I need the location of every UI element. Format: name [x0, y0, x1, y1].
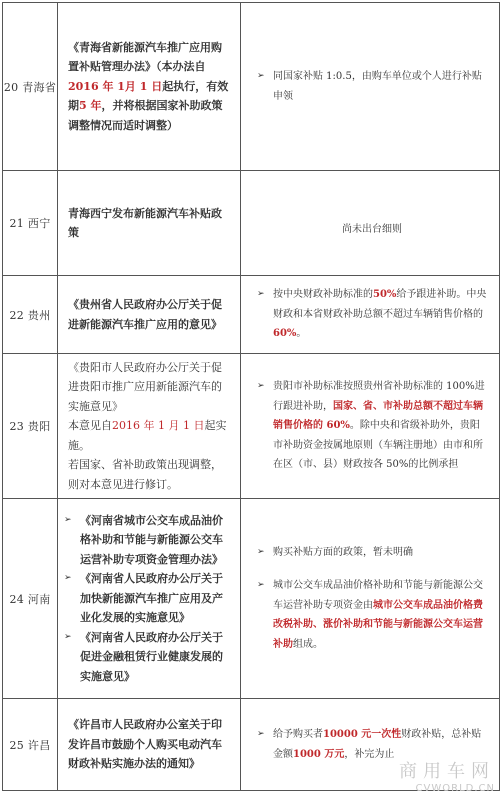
detail-text: 城市公交车成品油价格补助和节能与新能源公交车运营补助专项资金由 — [273, 580, 483, 611]
policy-title: 《河南省城市公交车成品油价格补助和节能与新能源公交车运营补助专项资金管理办法》 — [80, 513, 223, 566]
region-label: 25 许昌 — [9, 738, 51, 752]
detail-highlight: 60% — [273, 328, 297, 340]
policy-note: ，并将根据国家补助政策调整情况而适时调整） — [68, 99, 223, 132]
policy-title: 《贵阳市人民政府办公厅关于促进贵阳市推广应用新能源汽车的实施意见》 — [68, 360, 222, 413]
policy-cell — [58, 171, 241, 276]
policy-cell — [58, 276, 241, 354]
region-cell — [3, 699, 58, 791]
detail-highlight: 国家、省、市补助总额不超过车辆销售价格的 60% — [273, 400, 483, 432]
detail-highlight: 10000 元一次性 — [323, 729, 402, 740]
policy-date: 2016 年 1月 1 日 — [68, 79, 163, 93]
detail-text: 。 — [296, 328, 307, 340]
region-label: 24 河南 — [9, 592, 51, 606]
detail-text: ，补完为止 — [344, 748, 395, 760]
detail-text: 组成。 — [293, 638, 323, 650]
table-row — [3, 3, 500, 171]
region-cell — [3, 276, 58, 354]
table-row — [3, 499, 500, 699]
region-label: 22 贵州 — [9, 308, 51, 322]
detail-text: 按中央财政补助标准的 — [273, 289, 373, 301]
detail-cell — [241, 499, 500, 699]
detail-text: 尚未出台细则 — [342, 224, 402, 236]
detail-text: 给予跟进补助。中央财政和本省财政补助总额不超过车辆销售价格的 — [273, 289, 487, 320]
policy-years: 5 年 — [79, 99, 102, 113]
bullet-arrow-icon: ➢ — [257, 71, 265, 81]
detail-text: 。除中央和省级补助外，贵阳市补助资金按属地原则（车辆注册地）由市和所在区（市、县）财政按各 50%的比例承担 — [273, 420, 483, 471]
detail-cell — [241, 3, 500, 171]
detail-text: 给予购买者 — [273, 729, 323, 740]
policy-cell — [58, 3, 241, 171]
bullet-arrow-icon: ➢ — [257, 381, 265, 392]
policy-title: 《贵州省人民政府办公厅关于促进新能源汽车推广应用的意见》 — [68, 298, 222, 331]
detail-highlight: 50% — [373, 289, 397, 301]
policy-cell — [58, 354, 241, 499]
region-cell — [3, 3, 58, 171]
bullet-arrow-icon: ➢ — [257, 580, 265, 591]
region-cell — [3, 354, 58, 499]
region-label: 20 青海省 — [3, 80, 57, 94]
policy-cell — [58, 699, 241, 791]
bullet-arrow-icon: ➢ — [64, 631, 72, 642]
table-row — [3, 276, 500, 354]
table-row — [3, 171, 500, 276]
table-row — [3, 354, 500, 499]
policy-date: 2016 年 1 月 1 日 — [112, 419, 205, 433]
region-cell — [3, 499, 58, 699]
bullet-arrow-icon: ➢ — [64, 573, 72, 584]
detail-highlight: 1000 万元 — [293, 748, 345, 760]
region-label: 21 西宁 — [9, 217, 51, 230]
policy-note: （本办法自 — [156, 60, 206, 74]
bullet-arrow-icon: ➢ — [64, 514, 72, 525]
bullet-arrow-icon: ➢ — [257, 546, 265, 557]
detail-highlight: 城市公交车成品油价格费改税补助、涨价补助和节能与新能源公交车运营补助 — [273, 599, 483, 650]
policy-title: 青海西宁发布新能源汽车补贴政策 — [68, 206, 222, 239]
policy-cell — [58, 499, 241, 699]
detail-cell — [241, 354, 500, 499]
policy-title: 《河南省人民政府办公厅关于促进金融租赁行业健康发展的实施意见》 — [80, 630, 223, 683]
watermark — [399, 757, 495, 794]
region-cell — [3, 171, 58, 276]
policy-table — [2, 2, 500, 791]
policy-note: 若国家、省补助政策出现调整，则对本意见进行修订。 — [68, 458, 222, 491]
policy-note: 起实施。 — [68, 419, 227, 452]
policy-title: 《青海省新能源汽车推广应用购置补贴管理办法》 — [68, 40, 222, 74]
watermark-en: CVWORLD.CN — [415, 783, 495, 794]
bullet-arrow-icon: ➢ — [257, 289, 265, 300]
detail-text: 购买补贴方面的政策，暂未明确 — [273, 546, 413, 558]
detail-cell — [241, 171, 500, 276]
bullet-arrow-icon: ➢ — [257, 729, 265, 739]
policy-title: 《河南省人民政府办公厅关于加快新能源汽车推广应用及产业化发展的实施意见》 — [80, 572, 223, 625]
detail-text: 贵阳市补助标准按照贵州省补助标准的 100%进行跟进补助， — [273, 381, 485, 412]
region-label: 23 贵阳 — [9, 420, 51, 433]
detail-text: 财政补贴，总补贴金额 — [273, 729, 482, 760]
policy-title: 《许昌市人民政府办公室关于印发许昌市鼓励个人购买电动汽车财政补贴实施办法的通知》 — [68, 718, 222, 771]
watermark-cn: 商用车网 — [399, 761, 495, 782]
detail-cell — [241, 276, 500, 354]
policy-note: 本意见自 — [68, 419, 112, 433]
policy-note: 起执行，有效期 — [68, 79, 229, 113]
detail-text: 同国家补贴 1:0.5，由购车单位或个人进行补贴申领 — [273, 71, 482, 102]
